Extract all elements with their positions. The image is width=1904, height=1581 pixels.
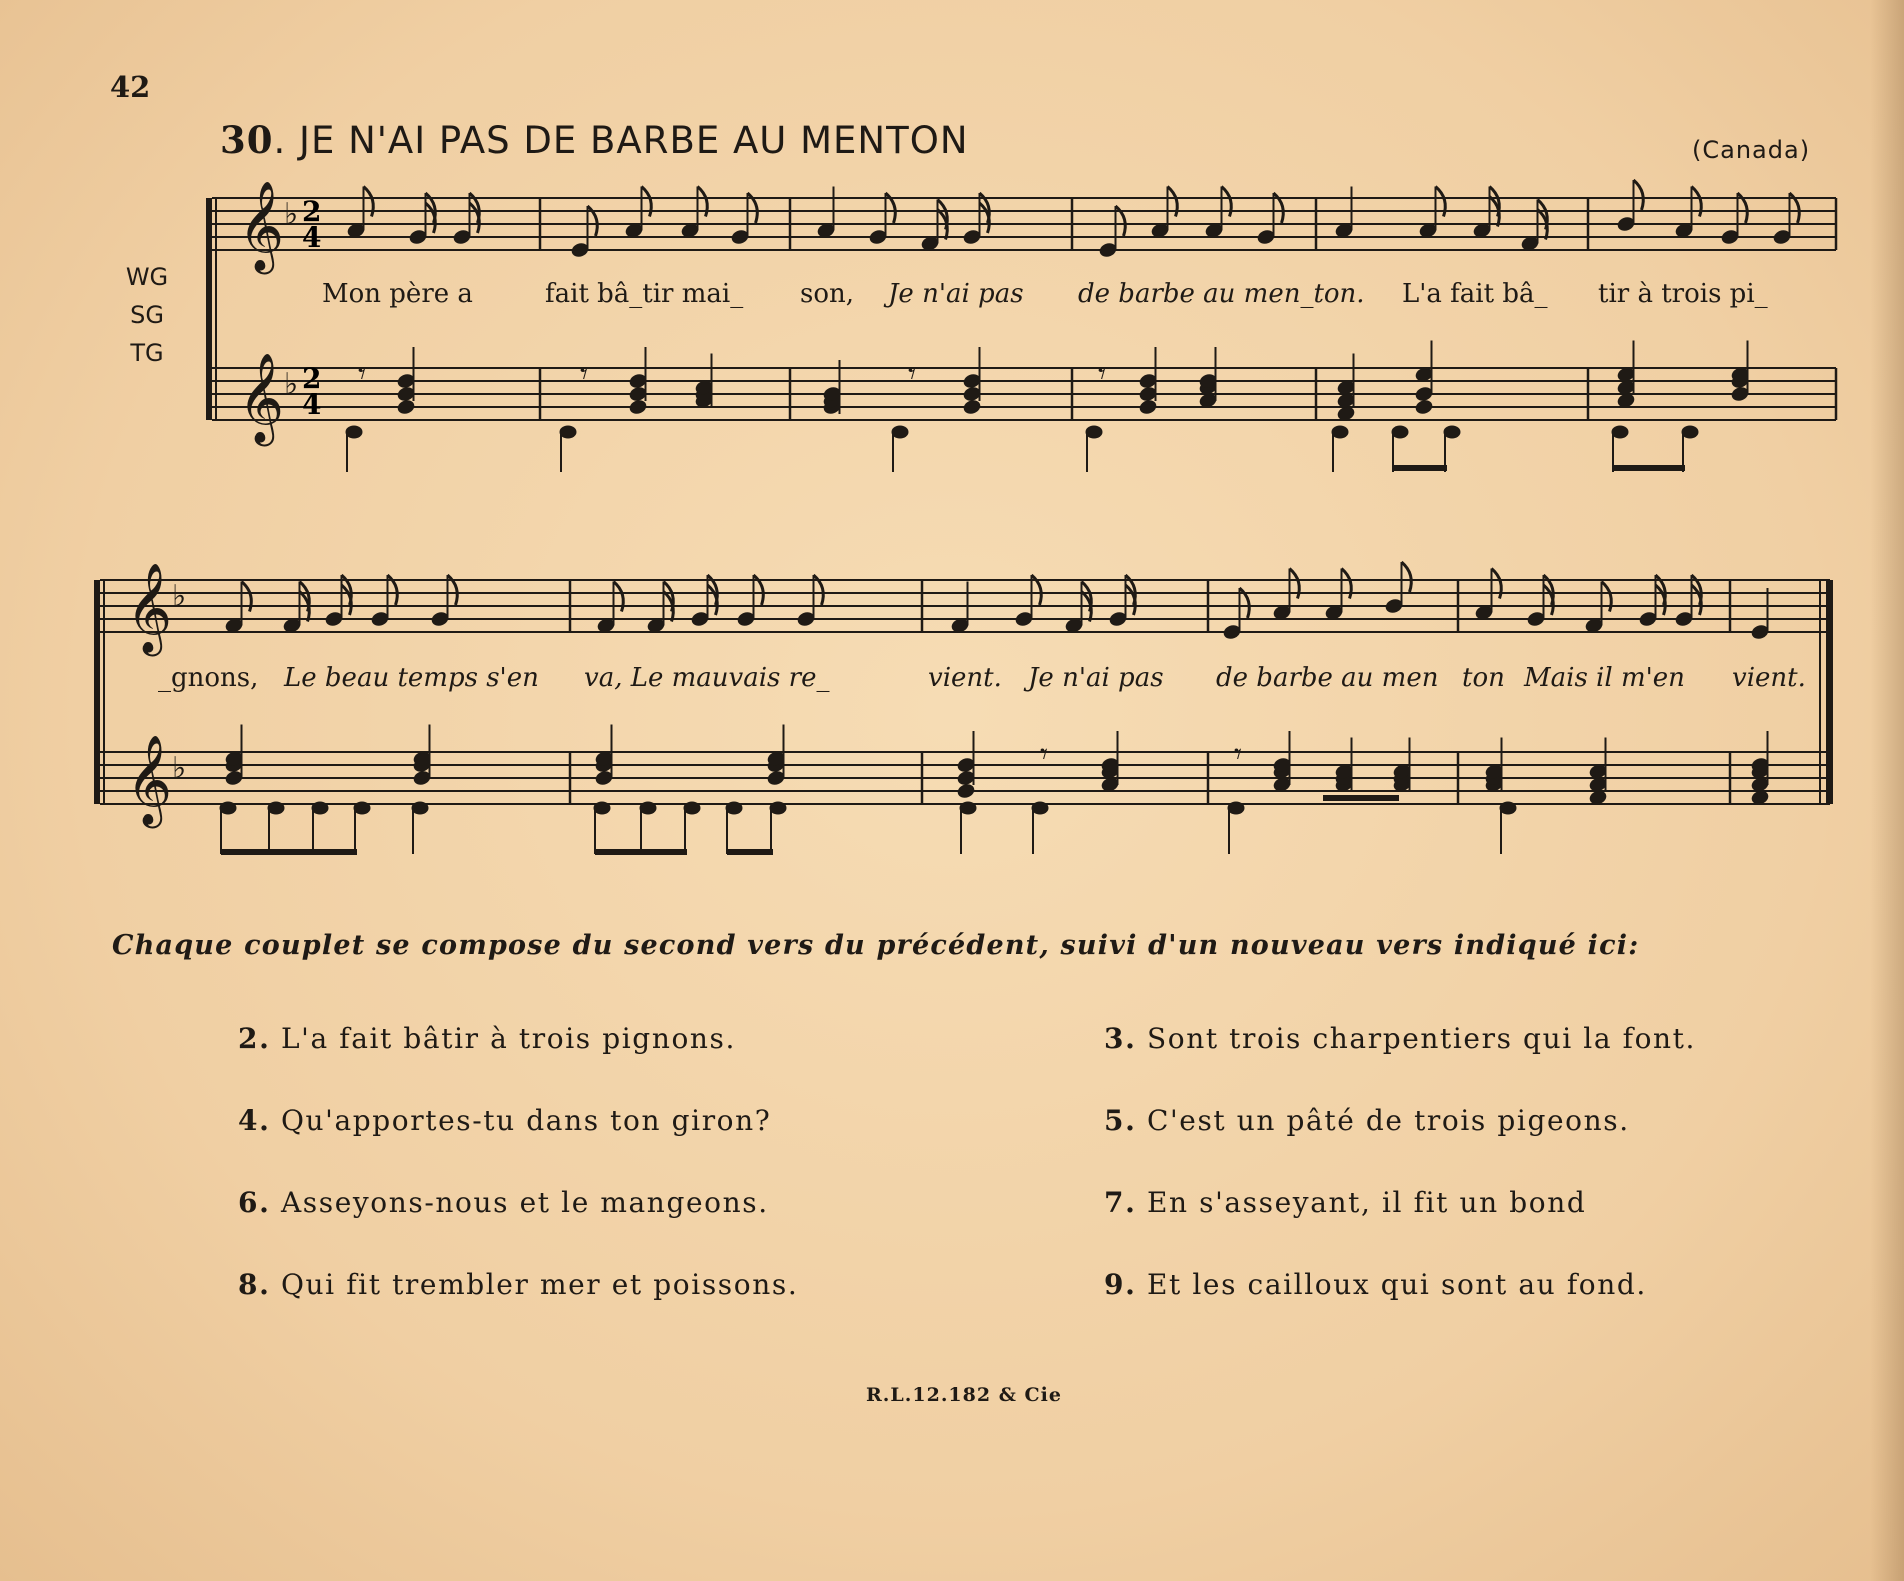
bass-note-head (268, 802, 285, 815)
verse-text: Sont trois charpentiers qui la font. (1146, 1022, 1697, 1055)
lyric-syllables: tir à trois pi_ (1598, 279, 1768, 309)
bass-note-head (892, 426, 909, 439)
bass-note-head (412, 802, 429, 815)
verse-line (238, 1104, 771, 1137)
bass-note-head (960, 802, 977, 815)
flat-key-signature-icon: ♭ (172, 579, 187, 614)
flat-key-signature-icon: ♭ (284, 367, 299, 402)
treble-clef-icon: 𝄞 (238, 181, 285, 271)
voice-label: WG (125, 263, 169, 291)
lyric-syllables: ton (1462, 663, 1505, 693)
note-beam (1613, 465, 1685, 471)
bass-note-head (1228, 802, 1245, 815)
voice-label: SG (130, 301, 164, 329)
note-beam (595, 849, 687, 855)
verse-text: En s'asseyant, il fit un bond (1146, 1186, 1587, 1219)
song-title-text: JE N'AI PAS DE BARBE AU MENTON (299, 119, 969, 162)
verse-line (1104, 1268, 1647, 1301)
verse-number: 2. (238, 1022, 271, 1055)
lyric-syllables: son, (800, 279, 855, 309)
flat-key-signature-icon: ♭ (172, 751, 187, 786)
flat-key-signature-icon: ♭ (284, 197, 299, 232)
verse-number: 4. (238, 1104, 271, 1137)
verse-text: C'est un pâté de trois pigeons. (1146, 1104, 1630, 1137)
lyric-syllables: fait bâ_tir mai_ (545, 279, 744, 309)
verse-text: Qu'apportes-tu dans ton giron? (280, 1104, 772, 1137)
bass-note-head (346, 426, 363, 439)
verse-number: 7. (1104, 1186, 1137, 1219)
note-beam (1393, 465, 1447, 471)
lyric-syllables: de barbe au men_ton. (1078, 279, 1365, 309)
lyric-syllables: _gnons, (158, 663, 259, 693)
eighth-rest-icon: 𝄾 (908, 357, 916, 392)
lyric-syllables: Mon père a (322, 279, 473, 309)
time-sig-bottom: 4 (302, 221, 322, 254)
bass-note-head (1392, 426, 1409, 439)
time-signature-lower (302, 362, 321, 421)
bass-note-head (560, 426, 577, 439)
lyric-syllables: Je n'ai pas (888, 279, 1024, 309)
verse-number: 8. (238, 1268, 271, 1301)
verse-text: Qui fit trembler mer et poissons. (280, 1268, 799, 1301)
time-signature-upper (302, 195, 321, 254)
lyric-syllables: vient. (1732, 663, 1806, 693)
bass-note-head (354, 802, 371, 815)
bass-note-head (220, 802, 237, 815)
bass-note-head (726, 802, 743, 815)
time-sig-bottom: 4 (302, 388, 322, 421)
bass-note-head (1444, 426, 1461, 439)
eighth-rest-icon: 𝄾 (1098, 357, 1106, 392)
system-start-bar (94, 580, 100, 804)
verse-text: Asseyons-nous et le mangeons. (280, 1186, 769, 1219)
song-number-dot: . (273, 119, 300, 162)
system-start-bar (206, 198, 212, 420)
verse-text: L'a fait bâtir à trois pignons. (280, 1022, 737, 1055)
note-beam (727, 849, 773, 855)
lyric-syllables: va, Le mauvais re_ (584, 663, 830, 693)
lyric-syllables: L'a fait bâ_ (1402, 279, 1548, 309)
lyric-syllables: de barbe au men (1216, 663, 1439, 693)
verse-line (238, 1186, 769, 1219)
song-number: 30 (220, 118, 274, 162)
eighth-rest-icon: 𝄾 (580, 357, 588, 392)
lyric-syllables: Mais il m'en (1524, 663, 1685, 693)
song-origin: (Canada) (1692, 136, 1811, 164)
verse-line (238, 1022, 736, 1055)
treble-clef-icon: 𝄞 (126, 563, 173, 653)
verse-line (1104, 1186, 1586, 1219)
lyric-syllables: Je n'ai pas (1028, 663, 1164, 693)
bass-note-head (1332, 426, 1349, 439)
bass-note-head (1500, 802, 1517, 815)
time-sig-top: 2 (302, 195, 322, 228)
bass-note-head (1032, 802, 1049, 815)
verse-number: 6. (238, 1186, 271, 1219)
chord-note-head (1414, 398, 1434, 416)
note-beam (221, 849, 357, 855)
eighth-rest-icon: 𝄾 (1234, 737, 1242, 772)
verse-line (1104, 1104, 1630, 1137)
time-sig-top: 2 (302, 362, 322, 395)
bass-note-head (312, 802, 329, 815)
bass-note-head (1086, 426, 1103, 439)
final-bar-thick (1826, 580, 1833, 804)
note-flag (1402, 562, 1412, 592)
verse-number: 3. (1104, 1022, 1137, 1055)
note-flag (1634, 180, 1644, 210)
couplet-instruction: Chaque couplet se compose du second vers du précédent, suivi d'un nouveau vers indiqué ici: (112, 930, 1640, 961)
lyric-syllables: Le beau temps s'en (284, 663, 539, 693)
bass-note-head (684, 802, 701, 815)
bass-note-head (1682, 426, 1699, 439)
clefs (126, 181, 298, 829)
treble-clef-icon: 𝄞 (238, 353, 285, 443)
page-number: 42 (110, 70, 151, 104)
verse-number: 9. (1104, 1268, 1137, 1301)
lyric-syllables: vient. (928, 663, 1002, 693)
voice-label: TG (130, 339, 164, 367)
treble-clef-icon: 𝄞 (126, 735, 173, 825)
verse-number: 5. (1104, 1104, 1137, 1137)
bass-note-head (770, 802, 787, 815)
verse-line (1104, 1022, 1696, 1055)
bass-note-head (640, 802, 657, 815)
note-beam (1323, 795, 1399, 801)
eighth-rest-icon: 𝄾 (358, 357, 366, 392)
verse-line (238, 1268, 798, 1301)
publisher-footer: R.L.12.182 & Cie (866, 1384, 1062, 1406)
bass-note-head (1612, 426, 1629, 439)
verse-text: Et les cailloux qui sont au fond. (1146, 1268, 1647, 1301)
bass-note-head (594, 802, 611, 815)
eighth-rest-icon: 𝄾 (1040, 737, 1048, 772)
